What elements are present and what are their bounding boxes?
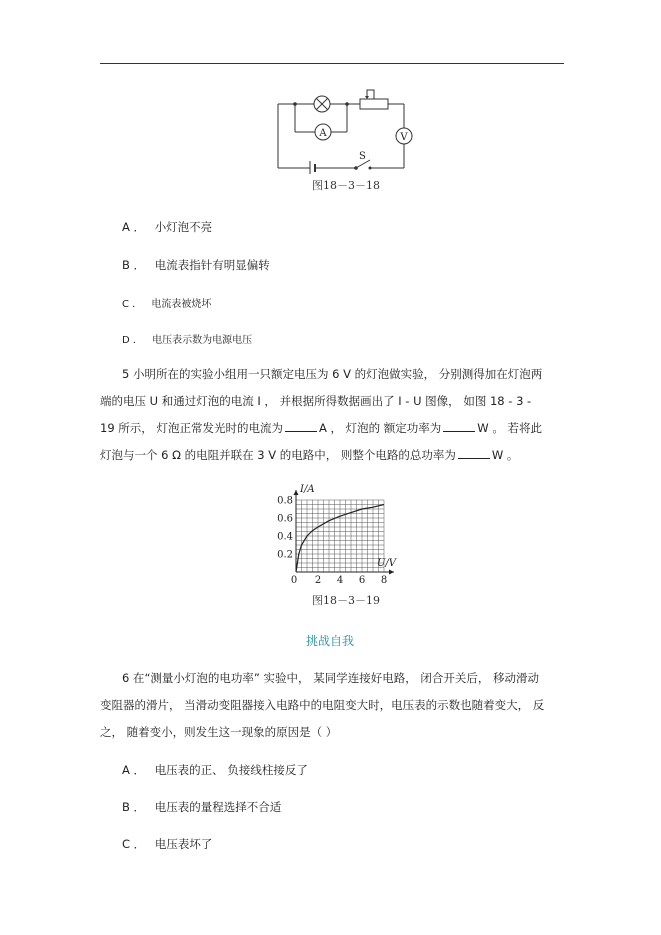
option-text: 电流表指针有明显偏转 bbox=[154, 258, 270, 272]
option-b bbox=[122, 799, 281, 815]
option-a bbox=[122, 219, 212, 235]
option-b bbox=[122, 257, 270, 273]
option-text: 电压表的正、 负接线柱接反了 bbox=[154, 763, 308, 777]
voltmeter-icon bbox=[396, 128, 412, 144]
question-6 bbox=[100, 665, 570, 746]
option-c bbox=[122, 295, 211, 310]
answer-blank[interactable] bbox=[443, 420, 475, 432]
x-tick-label: 0 bbox=[290, 575, 298, 586]
figure-caption-18-3-19: 图18－3－19 bbox=[312, 594, 380, 607]
q6-line-2: 变阻器的滑片， 当滑动变阻器接入电路中的电阻变大时，电压表的示数也随着变大， 反 bbox=[100, 698, 545, 712]
option-letter: C ． bbox=[122, 299, 143, 310]
svg-text:V: V bbox=[400, 132, 408, 143]
svg-text:A: A bbox=[319, 128, 327, 139]
option-text: 电压表坏了 bbox=[154, 837, 213, 851]
iu-chart bbox=[270, 476, 410, 588]
x-tick-label: 6 bbox=[358, 575, 366, 586]
option-letter: D ． bbox=[122, 335, 143, 346]
svg-text:S: S bbox=[359, 151, 366, 162]
lamp-icon bbox=[314, 96, 330, 112]
y-tick-label: 0.4 bbox=[277, 531, 293, 543]
option-letter: C ． bbox=[122, 837, 146, 851]
q6-line-3: 之， 随着变小，则发生这一现象的原因是（ ） bbox=[100, 725, 338, 739]
figure-caption-18-3-18: 图18－3－18 bbox=[312, 179, 380, 192]
option-a bbox=[122, 762, 308, 778]
y-tick-label: 0.2 bbox=[277, 549, 293, 561]
y-tick-label: 0.8 bbox=[277, 495, 293, 507]
y-axis-arrow-icon bbox=[294, 490, 299, 495]
option-text: 电压表的量程选择不合适 bbox=[154, 800, 282, 814]
option-text: 电压表示数为电源电压 bbox=[152, 335, 253, 346]
answer-blank[interactable] bbox=[458, 447, 490, 459]
option-letter: B ． bbox=[122, 258, 146, 272]
switch-contact-icon bbox=[354, 166, 358, 170]
x-tick-label: 2 bbox=[314, 575, 322, 586]
option-text: 小灯泡不亮 bbox=[154, 220, 213, 234]
x-axis-label: U/V bbox=[376, 558, 396, 569]
option-letter: A ． bbox=[122, 763, 146, 777]
y-axis-label: I/A bbox=[300, 484, 315, 495]
q5-line-3: 19 所示， 灯泡正常发光时的电流为 A ， 灯泡的 额定功率为 W 。 若将此 bbox=[100, 421, 542, 435]
option-d bbox=[122, 331, 252, 346]
q5-line-1: 5 小明所在的实验小组用一只额定电压为 6 V 的灯泡做实验， 分别测得加在灯泡两 bbox=[122, 367, 543, 381]
q5-line-4: 灯泡与一个 6 Ω 的电阻并联在 3 V 的电路中， 则整个电路的总功率为 W 。 bbox=[100, 448, 519, 462]
option-letter: A ． bbox=[122, 220, 146, 234]
option-c bbox=[122, 836, 212, 852]
rheostat-icon bbox=[360, 99, 388, 109]
ammeter-icon bbox=[315, 124, 331, 140]
option-letter: B ． bbox=[122, 800, 146, 814]
section-title: 挑战自我 bbox=[306, 634, 355, 648]
y-tick-label: 0.6 bbox=[277, 513, 293, 525]
x-tick-label: 8 bbox=[380, 575, 388, 586]
header-rule bbox=[100, 63, 564, 64]
q5-line-2: 端的电压 U 和通过灯泡的电流 I ， 并根据所得数据画出了 I - U 图像， 如图 18 - 3 - bbox=[100, 394, 532, 408]
question-5 bbox=[100, 361, 570, 469]
answer-blank[interactable] bbox=[285, 420, 317, 432]
q6-line-1: 6 在“测量小灯泡的电功率” 实验中， 某同学连接好电路， 闭合开关后， 移动滑动 bbox=[122, 671, 540, 685]
x-axis-arrow-icon bbox=[389, 570, 394, 575]
x-tick-label: 4 bbox=[336, 575, 344, 586]
option-text: 电流表被烧坏 bbox=[151, 299, 212, 310]
circuit-diagram bbox=[270, 82, 420, 174]
